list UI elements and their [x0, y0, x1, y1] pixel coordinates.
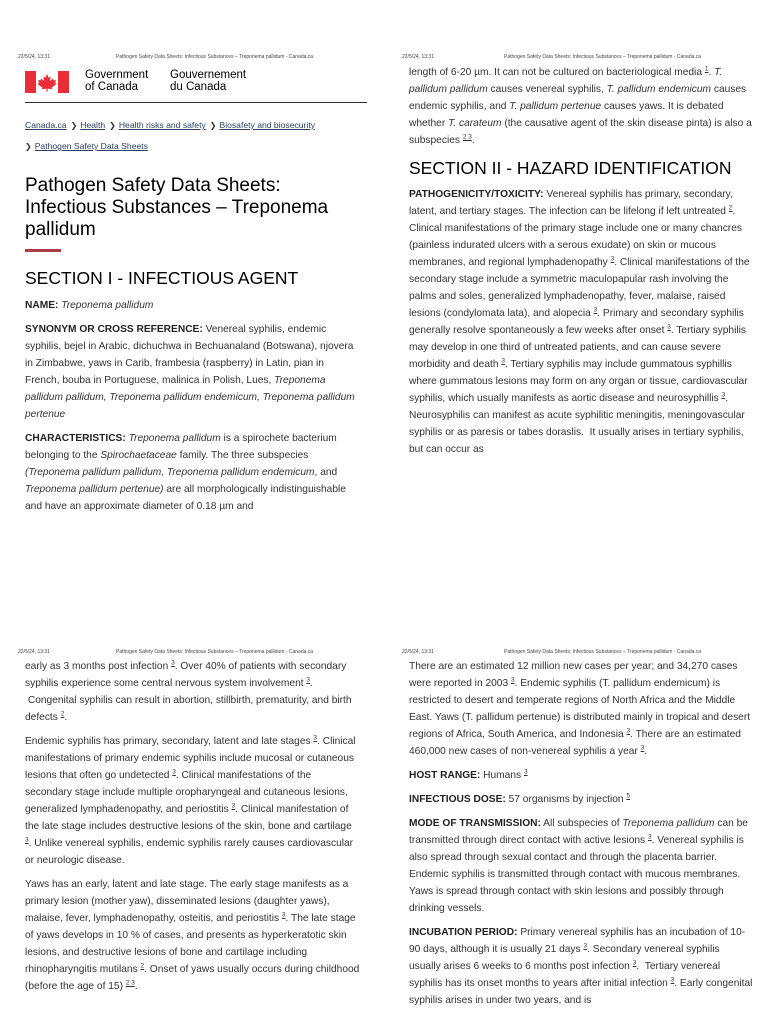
section-1-heading: SECTION I - INFECTIOUS AGENT — [25, 268, 299, 288]
gov-signature-en[interactable]: Government of Canada — [85, 69, 149, 93]
breadcrumb — [25, 115, 360, 157]
section-2-heading: SECTION II - HAZARD IDENTIFICATION — [409, 158, 732, 178]
breadcrumb-biosafety[interactable]: Biosafety and biosecurity — [219, 120, 316, 130]
print-date: 22/5/24, 13:31 — [18, 54, 50, 60]
breadcrumb-psds[interactable]: Pathogen Safety Data Sheets — [34, 141, 148, 151]
synonym-paragraph: SYNONYM OR CROSS REFERENCE: Venereal syphilis, endemic syphilis, bejel in Arabic, dichuchwa in Bechuanaland (Botswana), njovera in Zimbabwe, yaws in Carib, frambesia (raspberry) in Latin, pian in French, bouba in Portuguese, malinica in Polish, Lues, Treponema pallidum pallidum, Treponema pallidum endemicum, Treponema pallidum pertenue — [25, 324, 355, 420]
host-range-field: HOST RANGE: Humans $^3$ — [409, 768, 528, 781]
yaws-paragraph: Yaws has an early, latent and late stage. The early stage manifests as a primary lesion (mother yaw), disseminated lesions (daughter yaws), malaise, fever, lymphadenopathy, osteitis, and periostitis $^3$. The late stage of yaws develops in 10 % of cases, and presents as hyperkeratotic skin lesions, and destructive lesions of bone and cartilage including rhinopharyngitis mutilans $^2$. Onset of yaws usually occurs during childhood (before the age of 15) $^{2 3}$. — [25, 879, 360, 992]
print-title: Pathogen Safety Data Sheets: Infectious Substances – Treponema pallidum - Canada.ca — [116, 54, 314, 60]
gov-signature-fr[interactable]: Gouvernement du Canada — [170, 69, 247, 93]
header-divider — [25, 102, 367, 103]
page-title: Pathogen Safety Data Sheets: Infectious Substances – Treponema pallidum — [25, 175, 329, 240]
characteristics-continued: length of 6-20 µm. It can not be cultured on bacteriological media $^1$. T. pallidum pallidum causes venereal syphilis, T. pallidum endemicum causes endemic syphilis, and T. pallidum pertenue causes yaws. It is debated whether T. carateum (the causative agent of the skin disease pinta) is also a subspecies $^{2 3}$. — [409, 65, 752, 146]
characteristics-paragraph: CHARACTERISTICS: Treponema pallidum is a spirochete bacterium belonging to the Spirochaetaceae family. The three subspecies (Treponema pallidum pallidum, Treponema pallidum endemicum, and Treponema pallidum pertenue) are all morphologically indistinguishable and have an approximate diameter of 0.18 µm and — [25, 433, 346, 512]
breadcrumb-health[interactable]: Health — [80, 120, 106, 130]
chevron-right-icon: ❯ — [70, 121, 78, 130]
title-underline — [25, 249, 61, 252]
print-page-4: 22/5/24, 13:31 Pathogen Safety Data Sheets: Infectious Substances – Treponema pallidum - Canada.ca There are an estimated 12 million new cases per year; and 34,270 cases were reported in 2003 $^3$. Endemic syphilis (T. pallidum endemicum) is restricted to desert and temperate regions of North Africa and the Middle East. Yaws (T. pallidum pertenue) is distributed mainly in tropical and desert regions of Africa, South America, and Indonesia $^3$. There are an estimated 460,000 new cases of non-venereal syphilis a year $^3$. HOST RANGE: Humans $^3$ INFECTIOUS DOSE: 57 organisms by injection $^5$ MODE OF TRANSMISSION: All subspecies of Treponema pallidum can be transmitted through direct contact with active lesions $^3$. Venereal syphilis is also spread through sexual contact and through the placenta barrier. Endemic syphilis is transmitted through contact with mucous membranes. Yaws is spread through contact with skin lesions and possibly through drinking vessels. INCUBATION PERIOD: Primary venereal syphilis has an incubation of 10-90 days, although it is usually 21 days $^3$. Secondary venereal syphilis usually arises 6 weeks to 6 months post infection $^3$. Tertiary venereal syphilis has its onset months to years after initial infection $^3$. Early congenital syphilis arises in under two years, and is — [384, 512, 768, 1024]
canada-flag-icon[interactable] — [25, 71, 69, 93]
chevron-right-icon: ❯ — [109, 121, 116, 130]
neurosyphilis-continued: early as 3 months post infection $^3$. Over 40% of patients with secondary syphilis experience some central nervous system involvement $^3$. Congenital syphilis can result in abortion, stillbirth, prematurity, and birth defects $^2$. — [25, 659, 352, 723]
chevron-right-icon: ❯ — [25, 142, 32, 151]
transmission-paragraph: MODE OF TRANSMISSION: All subspecies of Treponema pallidum can be transmitted through direct contact with active lesions $^3$. Venereal syphilis is also spread through sexual contact and through the placenta barrier. Endemic syphilis is transmitted through contact with mucous membranes. Yaws is spread through contact with skin lesions and possibly through drinking vessels. — [409, 818, 748, 914]
incubation-paragraph: INCUBATION PERIOD: Primary venereal syphilis has an incubation of 10-90 days, although it is usually 21 days $^3$. Secondary venereal syphilis usually arises 6 weeks to 6 months post infection $^3$. Tertiary venereal syphilis has its onset months to years after initial infection $^3$. Early congenital syphilis arises in under two years, and is — [409, 927, 753, 1006]
infectious-dose-field: INFECTIOUS DOSE: 57 organisms by injection $^5$ — [409, 792, 631, 805]
gov-header — [25, 66, 360, 102]
print-page-3: 22/5/24, 13:31 Pathogen Safety Data Sheets: Infectious Substances – Treponema pallidum - Canada.ca early as 3 months post infection $^3$. Over 40% of patients with secondary syphilis experience some central nervous system involvement $^3$. Congenital syphilis can result in abortion, stillbirth, prematurity, and birth defects $^2$. Endemic syphilis has primary, secondary, latent and late stages $^3$. Clinical manifestations of primary endemic syphilis include mucosal or cutaneous lesions that often go undetected $^3$. Clinical manifestations of the secondary stage include multiple oropharyngeal and cutaneous lesions, generalized lymphadenopathy, and periostitis $^3$. Clinical manifestation of the late stage includes destructive lesions of the skin, bone and cartilage $^3$. Unlike venereal syphilis, endemic syphilis rarely causes cardiovascular or neurologic disease. Yaws has an early, latent and late stage. The early stage manifests as a primary lesion (mother yaw), disseminated lesions (daughter yaws), malaise, fever, lymphadenopathy, osteitis, and periostitis $^3$. The late stage of yaws develops in 10 % of cases, and presents as hyperkeratotic skin lesions, and destructive lesions of bone and cartilage including rhinopharyngitis mutilans $^2$. Onset of yaws usually occurs during childhood (before the age of 15) $^{2 3}$. — [0, 512, 384, 1024]
print-page-2: 22/5/24, 13:31 Pathogen Safety Data Sheets: Infectious Substances – Treponema pallidum - Canada.ca length of 6-20 µm. It can not be cultured on bacteriological media $^1$. T. pallidum pallidum causes venereal syphilis, T. pallidum endemicum causes endemic syphilis, and T. pallidum pertenue causes yaws. It is debated whether T. carateum (the causative agent of the skin disease pinta) is also a subspecies $^{2 3}$. SECTION II - HAZARD IDENTIFICATION PATHOGENICITY/TOXICITY: Venereal syphilis has primary, secondary, latent, and tertiary stages. The infection can be lifelong if left untreated $^2$. Clinical manifestations of the primary stage include one or many chancres (painless indurated ulcers with a serous exudate) on skin or mucous membranes, and regional lymphadenopathy $^3$. Clinical manifestations of the secondary stage include a symmetric maculopapular rash involving the palms and soles, generalized lymphadenopathy, fever, malaise, raised lesions (condylomata lata), and alopecia $^3$. Primary and secondary syphilis generally resolve spontaneously a few weeks after onset $^3$. Tertiary syphilis may develop in one third of untreated patients, and can cause severe morbidity and death $^3$. Tertiary syphilis may include gummatous syphillis where gummatous lesions may form on any organ or tissue, cardiovascular syphilis, which usually manifests as aortic disease and neurosyphillis $^3$. Neurosyphilis can manifest as acute syphilitic meningitis, meningovascular syphilis or as paresis or tabes doraslis. It usually arises in tertiary syphilis, but can occur as — [384, 0, 768, 512]
breadcrumb-canada[interactable]: Canada.ca — [25, 120, 67, 130]
pathogenicity-paragraph: PATHOGENICITY/TOXICITY: Venereal syphilis has primary, secondary, latent, and tertiary stages. The infection can be lifelong if left untreated $^2$. Clinical manifestations of the primary stage include one or many chancres (painless indurated ulcers with a serous exudate) on skin or mucous membranes, and regional lymphadenopathy $^3$. Clinical manifestations of the secondary stage include a symmetric maculopapular rash involving the palms and soles, generalized lymphadenopathy, fever, malaise, raised lesions (condylomata lata), and alopecia $^3$. Primary and secondary syphilis generally resolve spontaneously a few weeks after onset $^3$. Tertiary syphilis may develop in one third of untreated patients, and can cause severe morbidity and death $^3$. Tertiary syphilis may include gummatous syphillis where gummatous lesions may form on any organ or tissue, cardiovascular syphilis, which usually manifests as aortic disease and neurosyphillis $^3$. Neurosyphilis can manifest as acute syphilitic meningitis, meningovascular syphilis or as paresis or tabes doraslis. It usually arises in tertiary syphilis, but can occur as — [409, 189, 750, 455]
epidemiology-paragraph: There are an estimated 12 million new cases per year; and 34,270 cases were reported in 2003 $^3$. Endemic syphilis (T. pallidum endemicum) is restricted to desert and temperate regions of North Africa and the Middle East. Yaws (T. pallidum pertenue) is distributed mainly in tropical and desert regions of Africa, South America, and Indonesia $^3$. There are an estimated 460,000 new cases of non-venereal syphilis a year $^3$. — [409, 661, 751, 757]
print-page-1 — [0, 0, 384, 512]
name-field: NAME: Treponema pallidum — [25, 300, 154, 311]
endemic-syphilis-paragraph: Endemic syphilis has primary, secondary, latent and late stages $^3$. Clinical manifestations of primary endemic syphilis include mucosal or cutaneous lesions that often go undetected $^3$. Clinical manifestations of the secondary stage include multiple oropharyngeal and cutaneous lesions, generalized lymphadenopathy, and periostitis $^3$. Clinical manifestation of the late stage includes destructive lesions of the skin, bone and cartilage $^3$. Unlike venereal syphilis, endemic syphilis rarely causes cardiovascular or neurologic disease. — [25, 734, 356, 866]
breadcrumb-health-risks[interactable]: Health risks and safety — [118, 120, 206, 130]
chevron-right-icon: ❯ — [209, 121, 217, 130]
